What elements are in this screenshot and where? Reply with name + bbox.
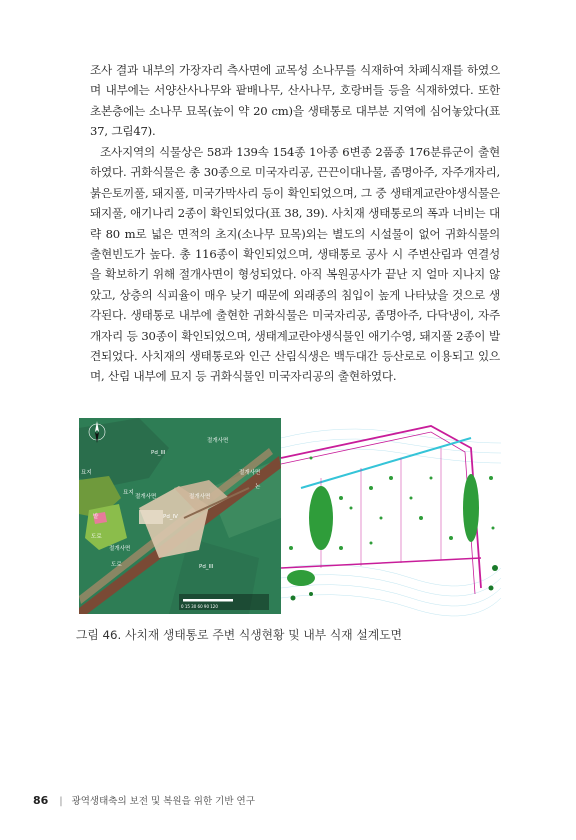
paragraph-2: 조사지역의 식물상은 58과 139속 154종 1아종 6변종 2품종 176분류군이 출현하였다. 귀화식물은 총 30종으로 미국자리공, 끈끈이대나물, 좀명아주, 자주개자리, 붉은토끼풀, 돼지풀, 미국가막사리 등이 확인되었으며, 그 중 생태계교란야생식물은 돼지풀, 애기나리 2종이 확인되었다(표 38, 39). 사치재 생태통로의 폭과 너비는 대략 80 m로 넓은 면적의 초지(소나무 묘목)외는 별도의 시설물이 없어 귀화식물의 출현빈도가 높다. 총 116종이 확인되었으며, 생태통로 공사 시 주변산림과 연결성을 확보하기 위해 절개사면이 형성되었다. 아직 복원공사가 끝난 지 얼마 지나지 않았고, 상층의 식피율이 매우 낮기 때문에 외래종의 침입이 높게 나타났을 것으로 생각된다. 생태통로 내부에 출현한 귀화식물은 미국자리공, 좀명아주, 다닥냉이, 자주개자리 등 30종이 확인되었으며, 생태계교란야생식물인 애기수영, 돼지풀 2종이 발견되었다. 사치재의 생태통로와 인근 산림식생은 백두대간 등산로로 이용되고 있으며, 산림 내부에 묘지 등 귀화식물인 미국자리공의 출현하였다.: [90, 145, 500, 384]
map-label-cut-slope-4: 절개사면: [189, 494, 211, 500]
map-label-pdiii-top: Pd_III: [151, 450, 166, 456]
planting-cluster-right: [463, 474, 479, 542]
map-label-cut-slope-1: 절개사면: [207, 438, 229, 444]
footer-separator: |: [59, 796, 63, 807]
map-label-pdiv: Pd_IV: [163, 514, 178, 520]
planting-cluster-left: [309, 486, 333, 550]
map-label-road-1: 도로: [91, 534, 102, 540]
map-label-road-2: 도로: [111, 562, 122, 568]
map-label-cut-slope-3: 절개사면: [135, 494, 157, 500]
planting-cluster-bottom: [287, 570, 315, 586]
page-footer: [33, 793, 255, 807]
figure-caption: 그림 46. 사치재 생태통로 주변 식생현황 및 내부 식재 설계도면: [76, 628, 403, 642]
scale-bar: [183, 599, 233, 602]
paragraph-1: 조사 결과 내부의 가장자리 측사면에 교목성 소나무를 식재하여 차폐식재를 하였으며 내부에는 서양산사나무와 팥배나무, 산사나무, 호랑버들 등을 식재하였다. 또한 초본층에는 소나무 묘목(높이 약 20 cm)을 생태통로 대부분 지역에 심어놓았다(표 37, 그림47).: [90, 63, 500, 139]
north-label: N: [94, 413, 99, 419]
planting-design-drawing: [281, 418, 501, 614]
map-label-grave-1: 묘지: [81, 470, 92, 476]
map-label-cut-slope-5: 절개사면: [109, 546, 131, 552]
map-label-grave-2: 묘지: [123, 490, 134, 496]
map-label-pdiii-bottom: Pd_III: [199, 564, 214, 570]
page-number: 86: [33, 794, 49, 807]
figure-46: [79, 413, 501, 614]
map-label-cut-slope-2: 절개사면: [239, 470, 261, 476]
vegetation-map: [79, 413, 281, 614]
map-label-field: 밭: [93, 514, 99, 520]
running-title: 광역생태축의 보전 및 복원을 위한 기반 연구: [71, 796, 255, 807]
map-label-slope: 논: [255, 484, 261, 490]
scale-text: 0 15 30 60 90 120: [181, 604, 218, 609]
